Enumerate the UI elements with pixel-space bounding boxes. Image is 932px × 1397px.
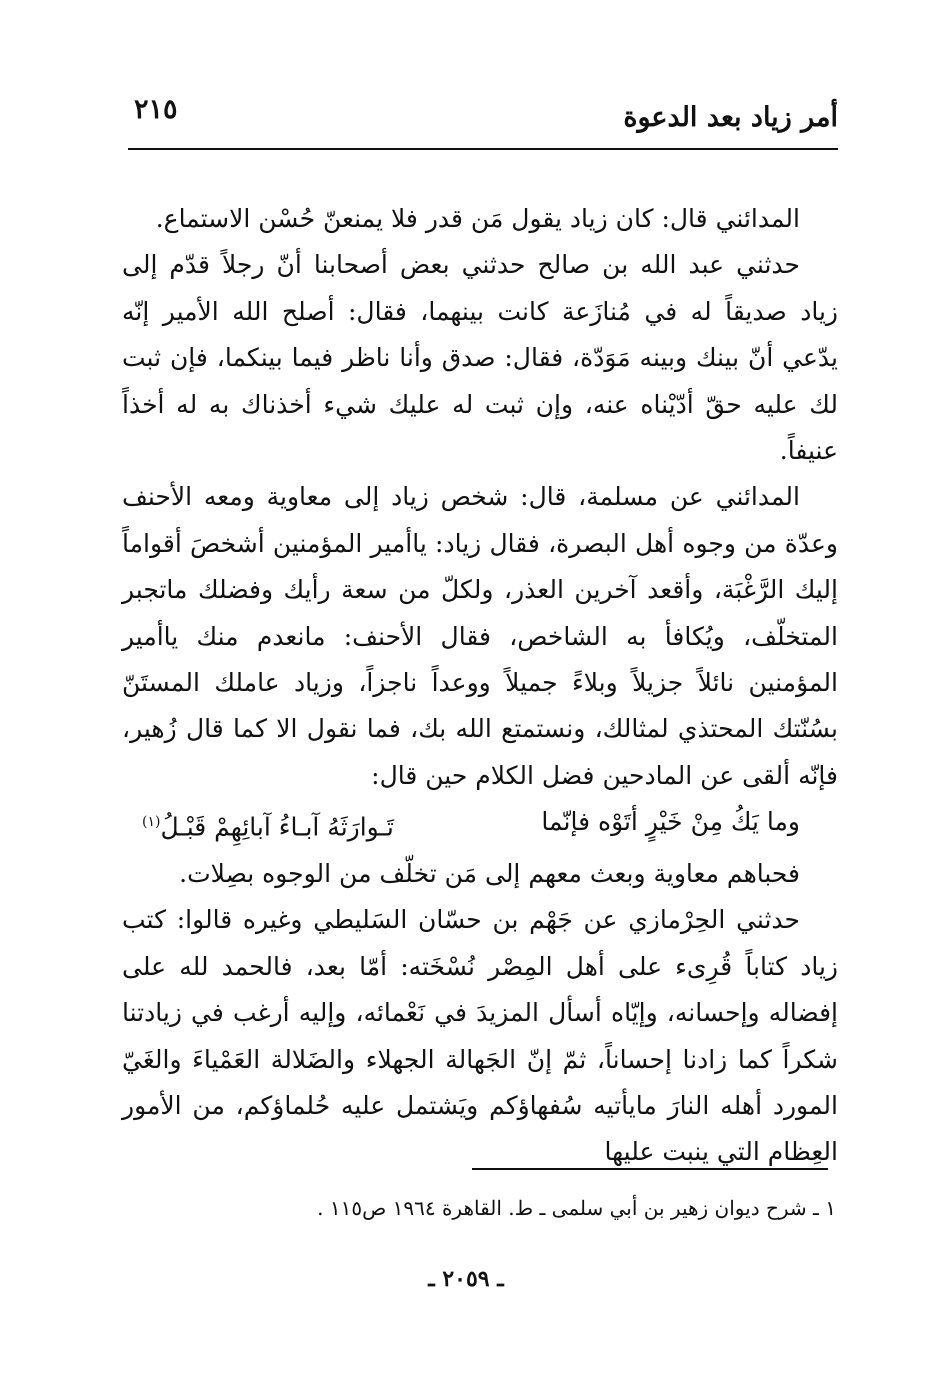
paragraph-5: حدثني الحِرْمازي عن جَهْم بن حسّان السَليطي وغيره قالوا: كتب زياد كتاباً قُرِىء على أهل المِصْر نُسْخَته: أمّا بعد، فالحمد لله على إفضاله وإحسانه، وإيّاه أسأل المزيدَ في نَعْمائه، وإليه أرغب في زيادتنا شكراً كما زادنا إحساناً، ثمّ إنّ الجَهالة الجهلاء والضَلالة العَمْياءَ والغَيّ المورد أهله النارَ مايأتيه سُفهاؤكم ويَشتمل عليه حُلماؤكم، من الأمور العِظام التي ينبت عليها xyxy=(122,905,838,1167)
header-page-number: ٢١٥ xyxy=(134,94,178,125)
running-title: أمر زياد بعد الدعوة xyxy=(623,102,838,133)
footer-page-number: ـ ٢٠٥٩ ـ xyxy=(428,1266,504,1292)
paragraph-1: المدائني قال: كان زياد يقول مَن قدر فلا يمنعنّ حُسْن الاستماع. xyxy=(155,204,800,233)
footnote: ١ ـ شرح ديوان زهير بن أبي سلمى ـ ط. القاهرة ١٩٦٤ ص١١٥ . xyxy=(317,1196,836,1220)
paragraph-4: فحباهم معاوية وبعث معهم إلى مَن تخلّف من الوجوه بصِلات. xyxy=(179,859,800,889)
verse-second-hemistich-text: تَـوارَثَهُ آبـاءُ آبائِهِمْ قَبْـلُ xyxy=(160,812,394,842)
header-rule xyxy=(128,148,838,150)
footnote-marker: (١) xyxy=(142,814,161,831)
page-header xyxy=(128,88,838,150)
verse-second-hemistich xyxy=(142,799,394,851)
main-text xyxy=(122,196,838,1176)
footnote-rule xyxy=(472,1168,828,1170)
verse-first-hemistich: وما يَكُ مِنْ خَيْرٍ أتَوْه فإنّما xyxy=(541,807,800,837)
paragraph-3: المدائني عن مسلمة، قال: شخص زياد إلى معاوية ومعه الأحنف وعدّة من وجوه أهل البصرة، فقال زياد: ياأمير المؤمنين أشخصَ أقواماً إليك الرَّغْبَة، وأقعد آخرين العذر، ولكلّ من سعة رأيك وفضلك ماتجبر المتخلّف، ويُكافأ به الشاخص، فقال الأحنف: مانعدم منك ياأمير المؤمنين نائلاً جزيلاً وبلاءً جميلاً ووعداً ناجزاً، وزياد عاملك المستَنّ بسُنّتك المحتذي لمثالك، ونستمتع الله بك، فما نقول الا كما قال زُهير، فإنّه ألقى عن المادحين فضل الكلام حين قال: xyxy=(122,482,838,790)
paragraph-2: حدثني عبد الله بن صالح حدثني بعض أصحابنا أنّ رجلاً قدّم إلى زياد صديقاً له في مُنازَعة كانت بينهما، فقال: أصلح الله الأمير إنّه يدّعي أنّ بينك وبينه مَوَدّة، فقال: صدق وأنا ناظر فيما بينكما، فإن ثبت لك عليه حقّ أدّيْناه عنه، وإن ثبت له عليك شيء أخذناك به له أخذاً عنيفاً. xyxy=(122,250,838,466)
poem-verse xyxy=(122,799,838,851)
